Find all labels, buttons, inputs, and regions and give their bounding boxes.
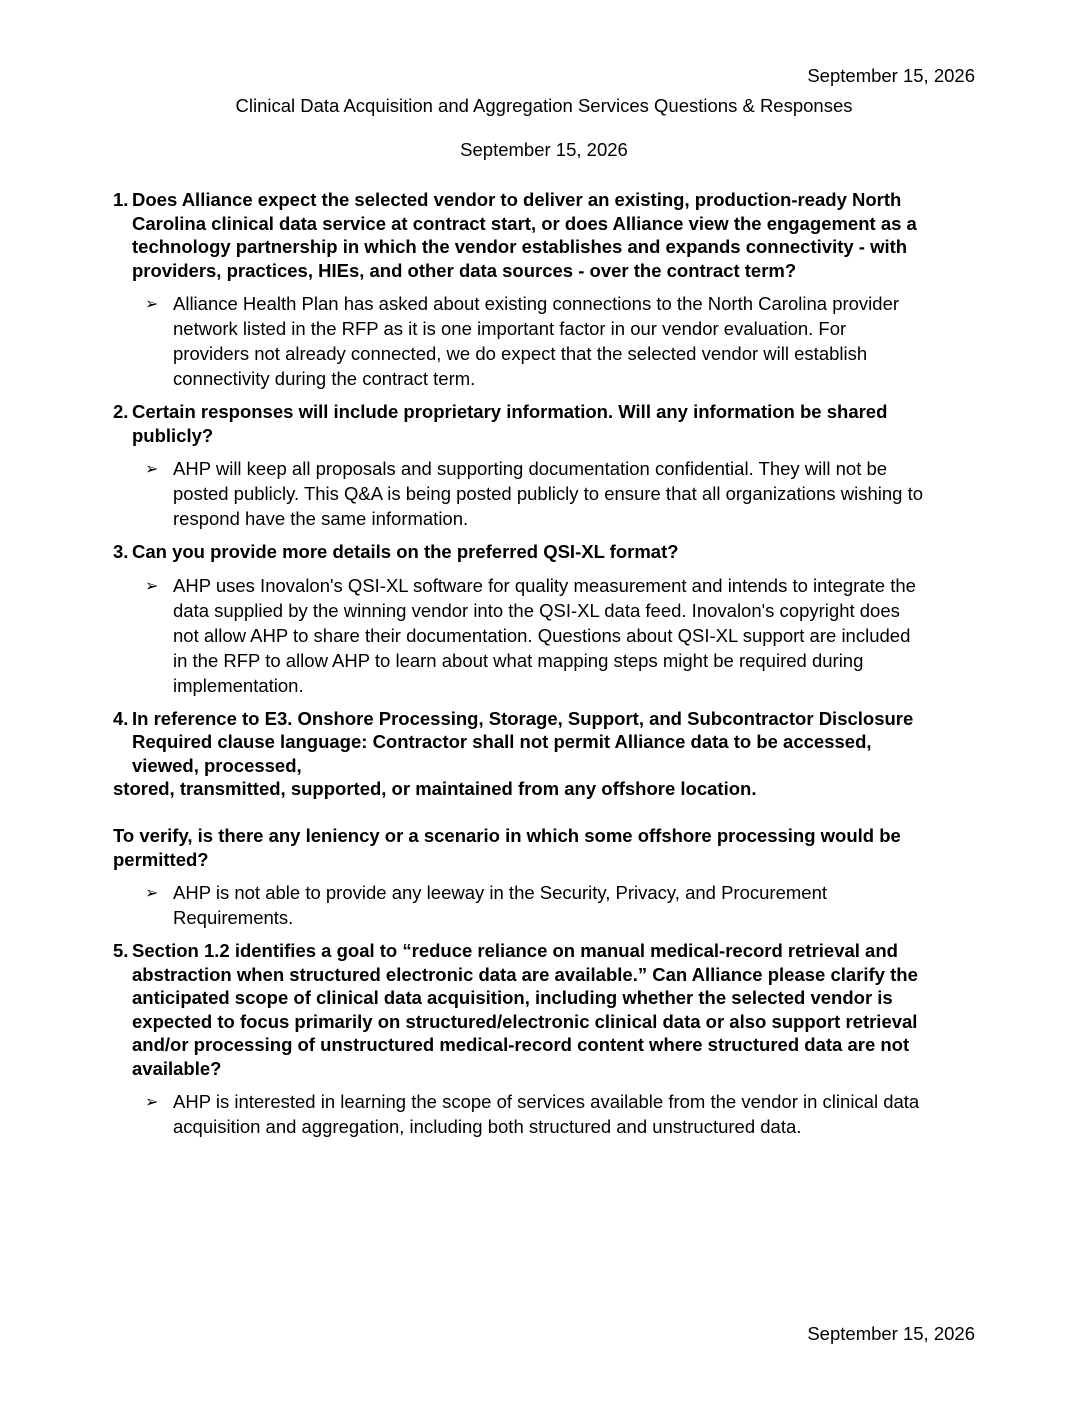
answer-line: connectivity during the contract term.	[173, 368, 476, 389]
qa-item	[113, 707, 975, 931]
document-date: September 15, 2026	[460, 139, 628, 160]
question-number: 1.	[113, 189, 129, 210]
answer-line: AHP is not able to provide any leeway in the Security, Privacy, and Procurement	[173, 882, 827, 903]
qa-list	[113, 188, 975, 1148]
answer-line: Alliance Health Plan has asked about existing connections to the North Carolina provider	[173, 293, 900, 314]
question-line	[113, 801, 975, 825]
answer	[113, 1089, 975, 1139]
question	[113, 707, 975, 872]
question	[113, 400, 975, 447]
answer-line: not allow AHP to share their documentation. Questions about QSI-XL support are included	[173, 624, 911, 646]
answer-line: acquisition and aggregation, including both structured and unstructured data.	[173, 1116, 802, 1137]
question-line: publicly?	[132, 424, 214, 446]
arrow-bullet-icon: ➢	[145, 294, 159, 313]
question-line: available?	[132, 1057, 222, 1079]
answer-line: in the RFP to allow AHP to learn about what mapping steps might be required during	[173, 649, 864, 671]
answer-line: Requirements.	[173, 907, 294, 928]
question	[113, 540, 975, 564]
answer-line: AHP uses Inovalon's QSI-XL software for quality measurement and intends to integrate the	[173, 574, 916, 596]
answer-line: data supplied by the winning vendor into the QSI-XL data feed. Inovalon's copyright does	[173, 599, 900, 621]
answer	[113, 880, 975, 930]
qa-item	[113, 400, 975, 531]
answer	[113, 291, 975, 391]
question	[113, 939, 975, 1080]
question-line: To verify, is there any leniency or a scenario in which some offshore processing would be	[113, 825, 901, 846]
arrow-bullet-icon: ➢	[145, 459, 159, 478]
qa-item	[113, 188, 975, 391]
question-line: permitted?	[113, 848, 209, 870]
qa-item	[113, 540, 975, 698]
question-line: Certain responses will include proprietary information. Will any information be shared	[132, 401, 888, 422]
question-line: Required clause language: Contractor shall not permit Alliance data to be accessed,	[132, 731, 872, 752]
answer-line: implementation.	[173, 674, 304, 696]
document-title: Clinical Data Acquisition and Aggregation Services Questions & Responses	[235, 95, 853, 116]
arrow-bullet-icon: ➢	[145, 883, 159, 902]
question-line: anticipated scope of clinical data acquisition, including whether the selected vendor is	[132, 987, 893, 1008]
question-number: 5.	[113, 940, 129, 961]
answer	[113, 573, 975, 698]
question-line: viewed, processed,	[132, 754, 302, 776]
question-line: and/or processing of unstructured medical-record content where structured data are not	[132, 1034, 910, 1055]
question-number: 4.	[113, 707, 129, 729]
question-line: Carolina clinical data service at contract start, or does Alliance view the engagement as a	[132, 212, 917, 234]
arrow-bullet-icon: ➢	[145, 1092, 159, 1111]
answer-line: AHP will keep all proposals and supporting documentation confidential. They will not be	[173, 458, 888, 479]
answer-line: AHP is interested in learning the scope of services available from the vendor in clinical data	[173, 1091, 920, 1112]
question-line: expected to focus primarily on structured/electronic clinical data or also support retrieval	[132, 1010, 918, 1032]
qa-item	[113, 939, 975, 1139]
question-line: technology partnership in which the vendor establishes and expands connectivity - with	[132, 236, 908, 257]
answer	[113, 456, 975, 531]
question-line: providers, practices, HIEs, and other data sources - over the contract term?	[132, 259, 797, 281]
arrow-bullet-icon: ➢	[145, 575, 159, 595]
header-date: September 15, 2026	[807, 65, 975, 86]
footer-date: September 15, 2026	[807, 1323, 975, 1344]
answer-line: respond have the same information.	[173, 508, 469, 529]
question-line: In reference to E3. Onshore Processing, Storage, Support, and Subcontractor Disclosure	[132, 707, 914, 729]
question	[113, 188, 975, 282]
answer-line: network listed in the RFP as it is one important factor in our vendor evaluation. For	[173, 318, 847, 339]
answer-line: posted publicly. This Q&A is being posted publicly to ensure that all organizations wishing to	[173, 483, 924, 504]
question-line: Does Alliance expect the selected vendor to deliver an existing, production-ready North	[132, 189, 902, 210]
question-line: Can you provide more details on the preferred QSI-XL format?	[132, 541, 679, 562]
question-number: 3.	[113, 541, 129, 562]
question-line: abstraction when structured electronic data are available.” Can Alliance please clarify the	[132, 963, 918, 985]
question-line: stored, transmitted, supported, or maintained from any offshore location.	[113, 778, 757, 799]
answer-line: providers not already connected, we do expect that the selected vendor will establish	[173, 343, 868, 364]
question-number: 2.	[113, 401, 129, 422]
question-line: Section 1.2 identifies a goal to “reduce reliance on manual medical-record retrieval and	[132, 940, 898, 961]
